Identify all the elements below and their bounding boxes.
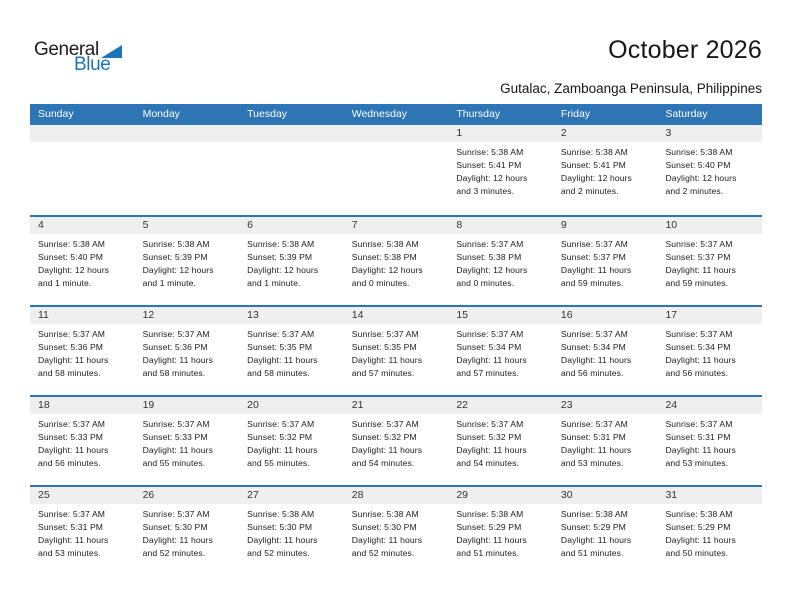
day-number: 2 bbox=[560, 127, 567, 139]
day-number: 7 bbox=[351, 219, 358, 231]
daylight-text-line2: and 59 minutes. bbox=[665, 278, 729, 288]
daylight-text-line2: and 0 minutes. bbox=[456, 278, 515, 288]
sunset-text: Sunset: 5:32 PM bbox=[247, 432, 313, 442]
day-number-band bbox=[135, 397, 240, 414]
day-details bbox=[657, 414, 762, 470]
day-number-band bbox=[344, 487, 449, 504]
daylight-text-line2: and 52 minutes. bbox=[142, 548, 206, 558]
empty-day-cell bbox=[344, 125, 449, 215]
page-title: October 2026 bbox=[608, 36, 762, 64]
day-number-band bbox=[30, 307, 135, 324]
daylight-text-line2: and 56 minutes. bbox=[560, 368, 624, 378]
daylight-text-line2: and 53 minutes. bbox=[560, 458, 624, 468]
sunset-text: Sunset: 5:40 PM bbox=[665, 160, 731, 170]
day-number-band bbox=[657, 307, 762, 324]
day-details bbox=[135, 324, 240, 380]
sunset-text: Sunset: 5:31 PM bbox=[38, 522, 104, 532]
sunset-text: Sunset: 5:39 PM bbox=[142, 252, 208, 262]
sunrise-text: Sunrise: 5:38 AM bbox=[351, 509, 419, 519]
daylight-text-line1: Daylight: 11 hours bbox=[665, 265, 736, 275]
sunset-text: Sunset: 5:29 PM bbox=[456, 522, 522, 532]
daylight-text-line2: and 58 minutes. bbox=[38, 368, 101, 378]
daylight-text-line2: and 52 minutes. bbox=[247, 548, 310, 558]
day-details bbox=[553, 234, 658, 290]
daylight-text-line2: and 53 minutes. bbox=[38, 548, 101, 558]
daylight-text-line1: Daylight: 11 hours bbox=[247, 355, 318, 365]
daylight-text-line1: Daylight: 11 hours bbox=[38, 535, 109, 545]
daylight-text-line1: Daylight: 11 hours bbox=[560, 265, 632, 275]
day-details bbox=[553, 504, 658, 560]
daylight-text-line1: Daylight: 11 hours bbox=[560, 355, 632, 365]
daylight-text-line1: Daylight: 11 hours bbox=[456, 535, 527, 545]
day-number: 10 bbox=[665, 219, 678, 231]
daylight-text-line2: and 1 minute. bbox=[142, 278, 196, 288]
sunset-text: Sunset: 5:30 PM bbox=[247, 522, 313, 532]
daylight-text-line1: Daylight: 11 hours bbox=[560, 535, 632, 545]
sunset-text: Sunset: 5:31 PM bbox=[665, 432, 731, 442]
daylight-text-line1: Daylight: 11 hours bbox=[456, 355, 527, 365]
day-cell bbox=[657, 397, 762, 485]
week-row bbox=[30, 395, 762, 485]
day-number: 5 bbox=[142, 219, 149, 231]
daylight-text-line1: Daylight: 11 hours bbox=[351, 535, 423, 545]
day-details bbox=[239, 234, 344, 290]
day-number: 23 bbox=[560, 399, 573, 411]
sunrise-text: Sunrise: 5:37 AM bbox=[456, 239, 524, 249]
sunrise-text: Sunrise: 5:38 AM bbox=[142, 239, 210, 249]
day-details bbox=[657, 324, 762, 380]
day-number: 25 bbox=[38, 489, 50, 501]
daylight-text-line2: and 56 minutes. bbox=[665, 368, 729, 378]
daylight-text-line2: and 51 minutes. bbox=[456, 548, 519, 558]
day-cell bbox=[657, 307, 762, 395]
day-number: 4 bbox=[38, 219, 44, 231]
day-number-band bbox=[448, 487, 553, 504]
daylight-text-line1: Daylight: 12 hours bbox=[351, 265, 423, 275]
day-cell bbox=[553, 487, 658, 575]
day-details bbox=[657, 142, 762, 198]
daylight-text-line2: and 57 minutes. bbox=[456, 368, 519, 378]
calendar-grid bbox=[30, 104, 762, 575]
sunrise-text: Sunrise: 5:38 AM bbox=[456, 509, 524, 519]
day-number: 24 bbox=[665, 399, 678, 411]
day-cell bbox=[344, 217, 449, 305]
sunset-text: Sunset: 5:33 PM bbox=[142, 432, 208, 442]
week-row bbox=[30, 215, 762, 305]
day-cell bbox=[30, 307, 135, 395]
day-number: 18 bbox=[38, 399, 50, 411]
sunrise-text: Sunrise: 5:38 AM bbox=[38, 239, 106, 249]
sunrise-text: Sunrise: 5:37 AM bbox=[38, 329, 106, 339]
day-details bbox=[30, 324, 135, 380]
sunset-text: Sunset: 5:39 PM bbox=[247, 252, 313, 262]
day-cell bbox=[553, 125, 658, 215]
sunset-text: Sunset: 5:36 PM bbox=[38, 342, 104, 352]
daylight-text-line2: and 56 minutes. bbox=[38, 458, 101, 468]
sunrise-text: Sunrise: 5:37 AM bbox=[38, 419, 106, 429]
day-number: 1 bbox=[456, 127, 463, 139]
daylight-text-line2: and 2 minutes. bbox=[665, 186, 724, 196]
day-number: 20 bbox=[247, 399, 259, 411]
day-number: 3 bbox=[665, 127, 672, 139]
daylight-text-line1: Daylight: 12 hours bbox=[560, 173, 632, 183]
day-number: 6 bbox=[247, 219, 253, 231]
day-cell bbox=[553, 217, 658, 305]
day-details bbox=[30, 234, 135, 290]
day-cell bbox=[135, 397, 240, 485]
day-cell bbox=[239, 307, 344, 395]
day-details bbox=[448, 504, 553, 560]
sunrise-text: Sunrise: 5:37 AM bbox=[560, 329, 628, 339]
day-cell bbox=[344, 487, 449, 575]
daylight-text-line2: and 57 minutes. bbox=[351, 368, 415, 378]
day-cell bbox=[657, 125, 762, 215]
day-number-band bbox=[448, 307, 553, 324]
day-details bbox=[448, 142, 553, 198]
day-number-band bbox=[239, 307, 344, 324]
sunrise-text: Sunrise: 5:37 AM bbox=[247, 329, 315, 339]
daylight-text-line1: Daylight: 12 hours bbox=[142, 265, 214, 275]
day-number-band bbox=[239, 487, 344, 504]
sunrise-text: Sunrise: 5:37 AM bbox=[38, 509, 106, 519]
day-number: 19 bbox=[142, 399, 155, 411]
day-details bbox=[135, 414, 240, 470]
day-details bbox=[135, 142, 240, 146]
empty-day-cell bbox=[135, 125, 240, 215]
sunrise-text: Sunrise: 5:38 AM bbox=[665, 147, 733, 157]
day-cell bbox=[30, 487, 135, 575]
daylight-text-line1: Daylight: 11 hours bbox=[142, 445, 214, 455]
dow-header-wednesday: Wednesday bbox=[351, 108, 407, 120]
day-number-band bbox=[239, 397, 344, 414]
day-of-week-header-row bbox=[30, 104, 762, 125]
day-details bbox=[30, 414, 135, 470]
day-details bbox=[553, 414, 658, 470]
day-number-band bbox=[448, 217, 553, 234]
empty-day-cell bbox=[30, 125, 135, 215]
day-details bbox=[448, 414, 553, 470]
daylight-text-line1: Daylight: 11 hours bbox=[38, 445, 109, 455]
day-number-band bbox=[553, 307, 658, 324]
day-number: 26 bbox=[142, 489, 155, 501]
daylight-text-line2: and 51 minutes. bbox=[560, 548, 624, 558]
day-details bbox=[344, 414, 449, 470]
sunrise-text: Sunrise: 5:38 AM bbox=[456, 147, 524, 157]
brand-name-blue: Blue bbox=[74, 54, 111, 75]
sunrise-text: Sunrise: 5:37 AM bbox=[665, 419, 733, 429]
sunrise-text: Sunrise: 5:38 AM bbox=[560, 147, 628, 157]
sunrise-text: Sunrise: 5:37 AM bbox=[456, 329, 524, 339]
dow-header-thursday: Thursday bbox=[456, 108, 501, 120]
day-number-band bbox=[553, 397, 658, 414]
day-number-band bbox=[657, 217, 762, 234]
sunset-text: Sunset: 5:37 PM bbox=[560, 252, 626, 262]
day-cell bbox=[239, 397, 344, 485]
week-row bbox=[30, 305, 762, 395]
daylight-text-line1: Daylight: 11 hours bbox=[560, 445, 632, 455]
daylight-text-line1: Daylight: 11 hours bbox=[665, 535, 736, 545]
sunset-text: Sunset: 5:34 PM bbox=[560, 342, 626, 352]
day-number: 31 bbox=[665, 489, 678, 501]
daylight-text-line1: Daylight: 11 hours bbox=[247, 445, 318, 455]
day-number-band bbox=[135, 307, 240, 324]
day-number-band bbox=[239, 217, 344, 234]
day-number: 9 bbox=[560, 219, 567, 231]
day-number-band bbox=[657, 125, 762, 142]
sunrise-text: Sunrise: 5:37 AM bbox=[456, 419, 524, 429]
title-block bbox=[500, 36, 762, 96]
sunset-text: Sunset: 5:34 PM bbox=[456, 342, 522, 352]
daylight-text-line1: Daylight: 12 hours bbox=[38, 265, 110, 275]
day-details bbox=[553, 142, 658, 198]
day-number-band bbox=[448, 397, 553, 414]
daylight-text-line1: Daylight: 11 hours bbox=[665, 355, 736, 365]
daylight-text-line2: and 3 minutes. bbox=[456, 186, 515, 196]
daylight-text-line1: Daylight: 12 hours bbox=[456, 173, 528, 183]
daylight-text-line1: Daylight: 11 hours bbox=[665, 445, 736, 455]
dow-header-saturday: Saturday bbox=[665, 108, 708, 120]
day-number-band bbox=[553, 125, 658, 142]
sunrise-text: Sunrise: 5:37 AM bbox=[247, 419, 315, 429]
day-details bbox=[448, 324, 553, 380]
daylight-text-line2: and 55 minutes. bbox=[247, 458, 310, 468]
day-number-band bbox=[135, 217, 240, 234]
daylight-text-line2: and 58 minutes. bbox=[247, 368, 310, 378]
daylight-text-line1: Daylight: 11 hours bbox=[142, 535, 214, 545]
sunset-text: Sunset: 5:30 PM bbox=[351, 522, 417, 532]
daylight-text-line1: Daylight: 11 hours bbox=[351, 445, 423, 455]
day-number-band bbox=[553, 217, 658, 234]
daylight-text-line2: and 1 minute. bbox=[38, 278, 92, 288]
day-number: 22 bbox=[456, 399, 468, 411]
sunset-text: Sunset: 5:34 PM bbox=[665, 342, 731, 352]
day-cell bbox=[448, 397, 553, 485]
daylight-text-line1: Daylight: 11 hours bbox=[351, 355, 423, 365]
daylight-text-line2: and 2 minutes. bbox=[560, 186, 619, 196]
daylight-text-line2: and 0 minutes. bbox=[351, 278, 410, 288]
sunset-text: Sunset: 5:32 PM bbox=[456, 432, 522, 442]
week-row bbox=[30, 485, 762, 575]
dow-header-monday: Monday bbox=[142, 108, 180, 120]
day-number: 29 bbox=[456, 489, 468, 501]
sunset-text: Sunset: 5:41 PM bbox=[456, 160, 522, 170]
day-number-band bbox=[344, 217, 449, 234]
day-number: 8 bbox=[456, 219, 463, 231]
day-cell bbox=[239, 487, 344, 575]
day-details bbox=[239, 414, 344, 470]
day-details bbox=[448, 234, 553, 290]
day-cell bbox=[135, 487, 240, 575]
day-cell bbox=[30, 397, 135, 485]
sunrise-text: Sunrise: 5:38 AM bbox=[247, 239, 315, 249]
sunset-text: Sunset: 5:31 PM bbox=[560, 432, 626, 442]
sunrise-text: Sunrise: 5:37 AM bbox=[665, 239, 733, 249]
daylight-text-line2: and 54 minutes. bbox=[351, 458, 415, 468]
sunrise-text: Sunrise: 5:38 AM bbox=[665, 509, 733, 519]
empty-day-cell bbox=[239, 125, 344, 215]
daylight-text-line2: and 54 minutes. bbox=[456, 458, 519, 468]
day-number: 28 bbox=[351, 489, 364, 501]
day-number: 15 bbox=[456, 309, 468, 321]
sunset-text: Sunset: 5:33 PM bbox=[38, 432, 104, 442]
location-subtitle: Gutalac, Zamboanga Peninsula, Philippines bbox=[500, 81, 762, 96]
day-details bbox=[344, 504, 449, 560]
day-cell bbox=[657, 217, 762, 305]
day-number: 12 bbox=[142, 309, 155, 321]
day-number-band bbox=[657, 487, 762, 504]
day-cell bbox=[239, 217, 344, 305]
day-number-band bbox=[553, 487, 658, 504]
day-number-band bbox=[344, 307, 449, 324]
dow-header-tuesday: Tuesday bbox=[247, 108, 288, 120]
day-number: 16 bbox=[560, 309, 573, 321]
sunset-text: Sunset: 5:40 PM bbox=[38, 252, 104, 262]
day-number-band bbox=[657, 397, 762, 414]
sunset-text: Sunset: 5:38 PM bbox=[351, 252, 417, 262]
daylight-text-line1: Daylight: 11 hours bbox=[456, 445, 527, 455]
day-details bbox=[657, 234, 762, 290]
sunset-text: Sunset: 5:35 PM bbox=[247, 342, 313, 352]
day-number-band bbox=[448, 125, 553, 142]
sunset-text: Sunset: 5:37 PM bbox=[665, 252, 731, 262]
daylight-text-line2: and 50 minutes. bbox=[665, 548, 729, 558]
daylight-text-line2: and 59 minutes. bbox=[560, 278, 624, 288]
sunrise-text: Sunrise: 5:37 AM bbox=[351, 419, 419, 429]
daylight-text-line1: Daylight: 11 hours bbox=[38, 355, 109, 365]
day-cell bbox=[553, 307, 658, 395]
day-cell bbox=[30, 217, 135, 305]
day-details bbox=[135, 234, 240, 290]
week-row bbox=[30, 125, 762, 215]
day-cell bbox=[344, 397, 449, 485]
sunrise-text: Sunrise: 5:37 AM bbox=[351, 329, 419, 339]
sunrise-text: Sunrise: 5:37 AM bbox=[560, 419, 628, 429]
sunset-text: Sunset: 5:29 PM bbox=[560, 522, 626, 532]
weeks-container bbox=[30, 125, 762, 575]
daylight-text-line1: Daylight: 12 hours bbox=[247, 265, 319, 275]
day-number-band bbox=[135, 487, 240, 504]
day-number: 21 bbox=[351, 399, 364, 411]
day-details bbox=[30, 504, 135, 560]
day-cell bbox=[135, 307, 240, 395]
sunset-text: Sunset: 5:38 PM bbox=[456, 252, 522, 262]
day-number: 27 bbox=[247, 489, 259, 501]
daylight-text-line2: and 58 minutes. bbox=[142, 368, 206, 378]
brand-name-general: General bbox=[34, 39, 99, 60]
day-details bbox=[239, 142, 344, 146]
day-details bbox=[239, 324, 344, 380]
daylight-text-line2: and 53 minutes. bbox=[665, 458, 729, 468]
day-cell bbox=[448, 307, 553, 395]
day-cell bbox=[657, 487, 762, 575]
dow-header-friday: Friday bbox=[560, 108, 591, 120]
day-number-band bbox=[239, 125, 344, 142]
sunrise-text: Sunrise: 5:37 AM bbox=[665, 329, 733, 339]
sunrise-text: Sunrise: 5:38 AM bbox=[560, 509, 628, 519]
sunset-text: Sunset: 5:35 PM bbox=[351, 342, 417, 352]
day-number: 13 bbox=[247, 309, 259, 321]
sunrise-text: Sunrise: 5:37 AM bbox=[142, 509, 210, 519]
sunset-text: Sunset: 5:29 PM bbox=[665, 522, 731, 532]
day-number: 30 bbox=[560, 489, 573, 501]
day-details bbox=[553, 324, 658, 380]
day-cell bbox=[135, 217, 240, 305]
daylight-text-line2: and 1 minute. bbox=[247, 278, 301, 288]
day-details bbox=[344, 324, 449, 380]
day-cell bbox=[448, 487, 553, 575]
daylight-text-line1: Daylight: 12 hours bbox=[665, 173, 737, 183]
day-number-band bbox=[135, 125, 240, 142]
daylight-text-line1: Daylight: 12 hours bbox=[456, 265, 528, 275]
day-number-band bbox=[30, 397, 135, 414]
day-cell bbox=[448, 217, 553, 305]
day-details bbox=[657, 504, 762, 560]
daylight-text-line1: Daylight: 11 hours bbox=[247, 535, 318, 545]
day-number-band bbox=[344, 125, 449, 142]
sunset-text: Sunset: 5:36 PM bbox=[142, 342, 208, 352]
daylight-text-line1: Daylight: 11 hours bbox=[142, 355, 214, 365]
day-details bbox=[239, 504, 344, 560]
daylight-text-line2: and 55 minutes. bbox=[142, 458, 206, 468]
day-number-band bbox=[30, 125, 135, 142]
sunset-text: Sunset: 5:30 PM bbox=[142, 522, 208, 532]
day-details bbox=[135, 504, 240, 560]
sunrise-text: Sunrise: 5:38 AM bbox=[351, 239, 419, 249]
day-number-band bbox=[30, 487, 135, 504]
day-number: 11 bbox=[38, 309, 49, 321]
day-cell bbox=[448, 125, 553, 215]
day-number: 14 bbox=[351, 309, 364, 321]
sunset-text: Sunset: 5:41 PM bbox=[560, 160, 626, 170]
sunrise-text: Sunrise: 5:38 AM bbox=[247, 509, 315, 519]
day-details bbox=[344, 234, 449, 290]
sunrise-text: Sunrise: 5:37 AM bbox=[142, 419, 210, 429]
sunrise-text: Sunrise: 5:37 AM bbox=[142, 329, 210, 339]
day-cell bbox=[553, 397, 658, 485]
day-number: 17 bbox=[665, 309, 678, 321]
day-number-band bbox=[30, 217, 135, 234]
daylight-text-line2: and 52 minutes. bbox=[351, 548, 415, 558]
day-details bbox=[30, 142, 135, 146]
sunset-text: Sunset: 5:32 PM bbox=[351, 432, 417, 442]
brand-logo bbox=[34, 40, 122, 74]
day-cell bbox=[344, 307, 449, 395]
day-number-band bbox=[344, 397, 449, 414]
dow-header-sunday: Sunday bbox=[38, 108, 74, 120]
sunrise-text: Sunrise: 5:37 AM bbox=[560, 239, 628, 249]
day-details bbox=[344, 142, 449, 146]
